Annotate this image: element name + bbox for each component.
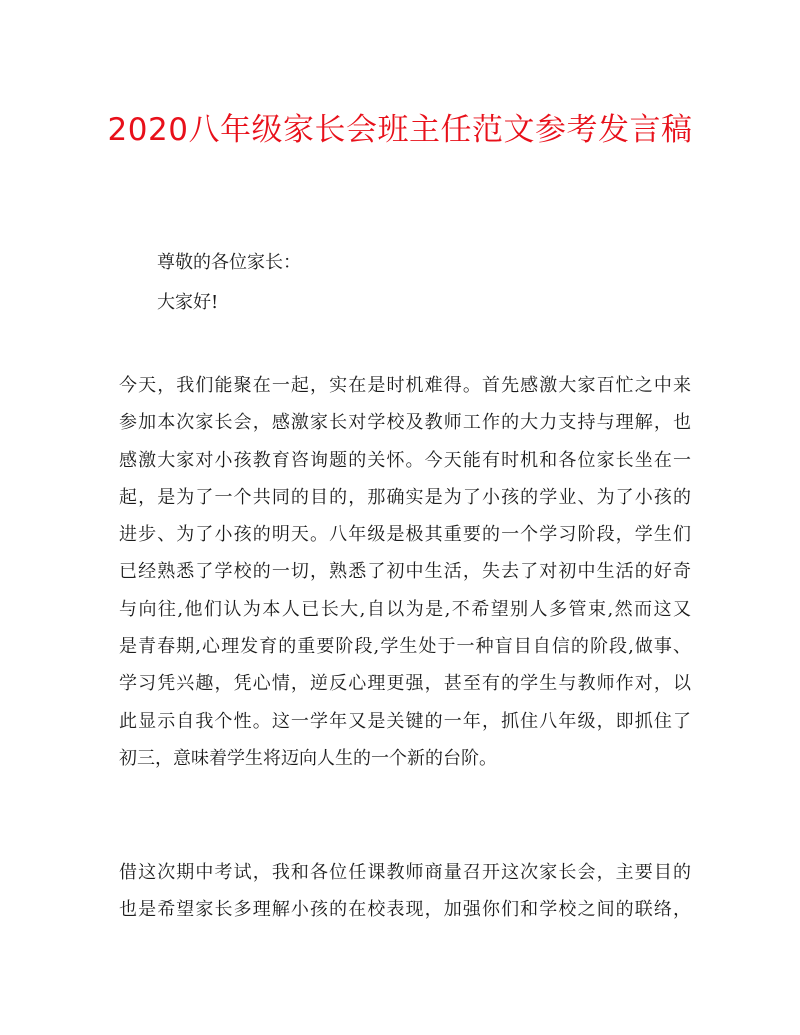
paragraph-line: 进步、为了小孩的明天。八年级是极其重要的一个学习阶段，学生们 [119,524,691,546]
paragraph-line: 感激大家对小孩教育咨询题的关怀。今天能有时机和各位家长坐在一 [119,449,691,471]
paragraph-line: 与向往,他们认为本人已长大,自以为是,不希望别人多管束,然而这又 [119,598,691,620]
paragraph-line: 也是希望家长多理解小孩的在校表现，加强你们和学校之间的联络， [119,899,691,921]
paragraph-line: 起，是为了一个共同的目的，那确实是为了小孩的学业、为了小孩的 [119,486,691,508]
paragraph-line: 已经熟悉了学校的一切，熟悉了初中生活，失去了对初中生活的好奇 [119,561,691,583]
paragraph-line: 学习凭兴趣，凭心情，逆反心理更强，甚至有的学生与教师作对，以 [119,673,691,695]
paragraph-line: 此显示自我个性。这一学年又是关键的一年，抓住八年级，即抓住了 [119,710,691,732]
greeting-hello: 大家好! [157,292,219,313]
paragraph-line: 今天，我们能聚在一起，实在是时机难得。首先感激大家百忙之中来 [119,375,691,396]
paragraph-line: 参加本次家长会，感激家长对学校及教师工作的大力支持与理解，也 [119,412,691,434]
body-paragraph-2 [119,854,691,929]
body-paragraph-1 [119,367,691,777]
salutation: 尊敬的各位家长： [157,252,301,273]
paragraph-line: 是青春期,心理发育的重要阶段,学生处于一种盲目自信的阶段,做事、 [119,636,691,658]
document-title: 2020八年级家长会班主任范文参考发言稿 [107,112,693,148]
paragraph-line: 借这次期中考试，我和各位任课教师商量召开这次家长会，主要目的 [119,862,691,883]
paragraph-line: 初三，意味着学生将迈向人生的一个新的台阶。 [119,747,497,769]
